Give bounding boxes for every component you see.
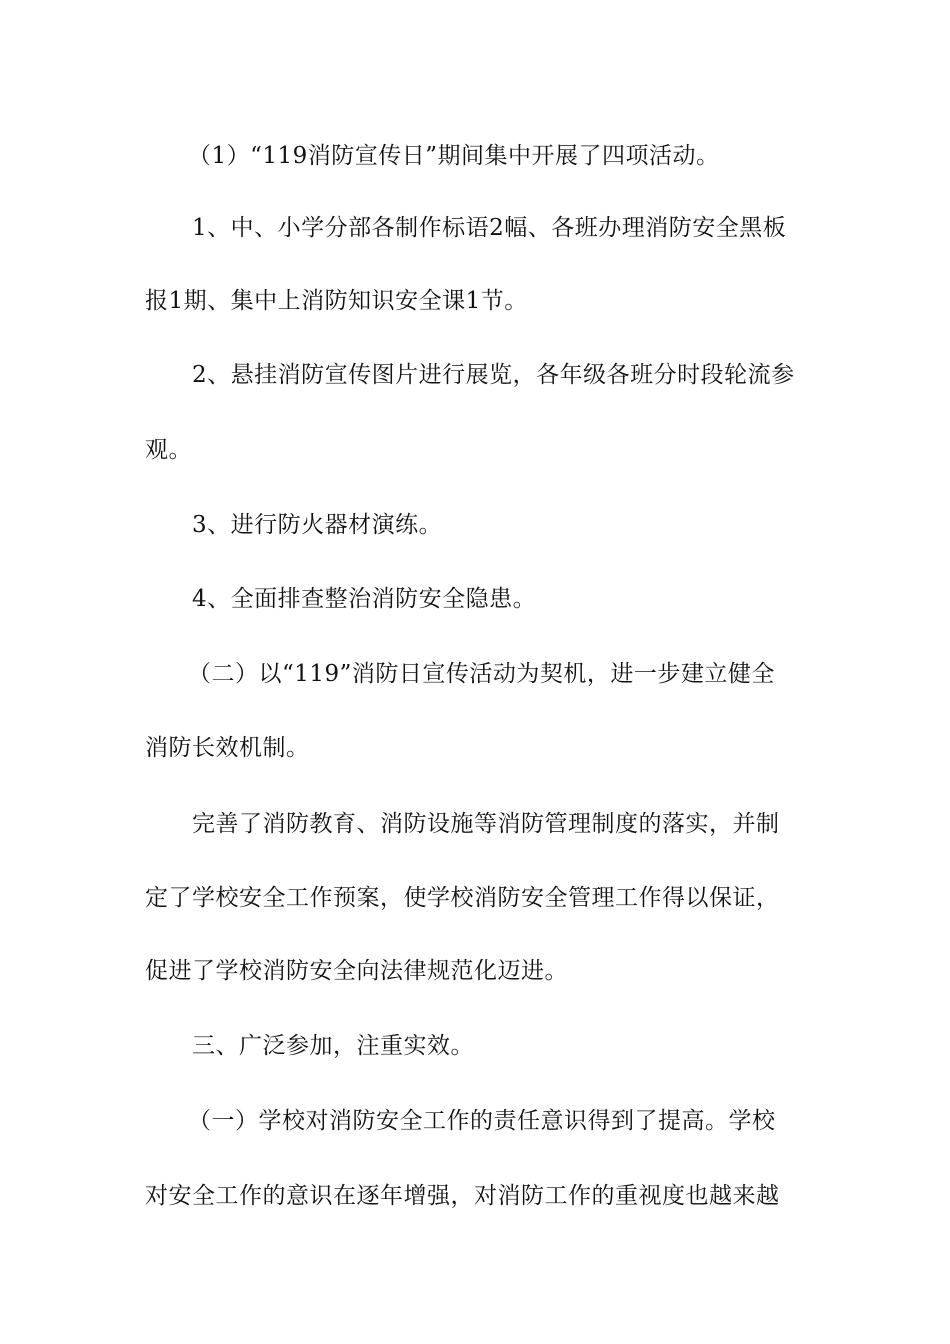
paragraph-line: 定了学校安全工作预案，使学校消防安全管理工作得以保证， (145, 885, 780, 911)
paragraph-line: 消防长效机制。 (145, 735, 310, 761)
paragraph-line: （1）“119消防宣传日”期间集中开展了四项活动。 (188, 143, 720, 169)
paragraph-line: 观。 (145, 437, 192, 463)
paragraph-line: 三、广泛参加，注重实效。 (192, 1033, 474, 1059)
paragraph-line: 1、中、小学分部各制作标语2幅、各班办理消防安全黑板 (192, 215, 787, 241)
paragraph-line: 促进了学校消防安全向法律规范化迈进。 (145, 958, 568, 984)
paragraph-line: 对安全工作的意识在逐年增强，对消防工作的重视度也越来越 (145, 1183, 780, 1209)
paragraph-line: （一）学校对消防安全工作的责任意识得到了提高。学校 (188, 1108, 776, 1134)
paragraph-line: 2、悬挂消防宣传图片进行展览，各年级各班分时段轮流参 (192, 362, 795, 388)
paragraph-line: 报1期、集中上消防知识安全课1节。 (145, 288, 528, 314)
paragraph-line: 4、全面排查整治消防安全隐患。 (192, 586, 537, 612)
paragraph-line: 完善了消防教育、消防设施等消防管理制度的落实，并制 (192, 811, 780, 837)
paragraph-line: （二）以“119”消防日宣传活动为契机，进一步建立健全 (188, 661, 775, 687)
paragraph-line: 3、进行防火器材演练。 (192, 512, 443, 538)
